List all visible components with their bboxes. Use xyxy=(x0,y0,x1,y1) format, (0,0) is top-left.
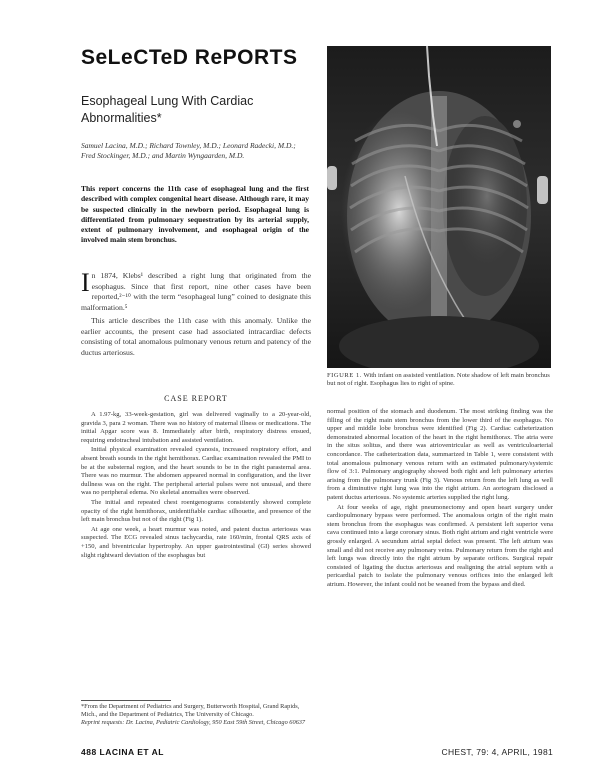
figure-caption-text: With infant on assisted ventilation. Note shadow of left main bronchus but not of right. Esophagus lies to right of spine. xyxy=(327,372,550,388)
footnote-affiliation: *From the Department of Pediatrics and Surgery, Butterworth Hospital, Grand Rapids, Mich., and the Department of Pediatrics, The University of Chicago. xyxy=(81,703,300,718)
case-paragraph: normal position of the stomach and duodenum. The most striking finding was the filling of the right main stem bronchus from the lower third of the esophagus. No upper and middle lobe bronchus were identified (Fig 2). Cardiac catheterization demonstrated abnormal location of the heart in the right hemithorax. The atria were in the situs solitus, and there was atrioventricular as well as ventriculoarterial concordance. The catheterization data, summarized in Table 1, were consistent with total anomalous pulmonary venous return with an estimated pulmonary/systemic flow of 3:1. Pulmonary angiography showed both right and left pulmonary arteries arising from the pulmonary trunk (Fig 3). Venous return from the left lung as well from a diminutive right lung was into the right atrium. An aortogram disclosed a patent ductus arteriosus. No systemic arteries supplied the right lung. xyxy=(327,408,553,501)
footnote-divider xyxy=(81,700,171,701)
case-report-heading: CASE REPORT xyxy=(164,394,228,403)
chest-xray-figure xyxy=(327,46,551,368)
case-paragraph: At four weeks of age, right pneumonectomy and open heart surgery under cardiopulmonary bypass were performed. The anomalous origin of the right main stem bronchus from the esophagus was confirmed. A persistent left superior vena cava continued into a large coronary sinus. Both right atrium and right ventricle were grossly enlarged. A secundum atrial septal defect was present. The left atrium was small and did not receive any pulmonary veins. Pulmonary return from the right and left lungs was directly into the right atrium by separate orifices. Surgical repair consisted of ligating the ductus arteriosus and realigning the atrial septum with a pericardial patch to isolate the pulmonary venous orifices into the enlarged left atrium. However, the infant could not be weaned from the bypass and died. xyxy=(327,503,553,588)
article-title: Esophageal Lung With Cardiac Abnormalities* xyxy=(81,94,254,125)
abstract: This report concerns the 11th case of esophageal lung and the first described with complex congenital heart disease. Although rare, it may be suspected clinically in the newborn period. Esophageal lung is differentiated from pulmonary sequestration by its arterial supply, extent of pulmonary involvement, and esophageal origin of the involved main stem bronchus. xyxy=(81,184,309,245)
intro-paragraph-2: This article describes the 11th case with this anomaly. Unlike the earlier accounts, the present case had associated intracardiac defects consisting of total anomalous pulmonary venous return and patency of the ductus arteriosus. xyxy=(81,315,311,357)
figure-caption xyxy=(327,372,551,389)
author-list: Samuel Lacina, M.D.; Richard Townley, M.D.; Leonard Radecki, M.D.; Fred Stockinger, M.D.; and Martin Wyngaarden, M.D. xyxy=(81,141,296,160)
case-paragraph: The initial and repeated chest roentgenograms consistently showed complete opacity of the right hemithorax, unidentifiable cardiac silhouette, and presence of the left main bronchus but not of the right (Fig 1). xyxy=(81,498,311,524)
case-paragraph: A 1.97-kg, 33-week-gestation, girl was delivered vaginally to a 20-year-old, gravida 3, para 2 woman. There was no history of maternal illness or medications. The initial Apgar score was 8. Immediately after birth, respiratory distress ensued, requiring endotracheal intubation and assisted ventilation. xyxy=(81,411,311,444)
case-paragraph: At age one week, a heart murmur was noted, and patent ductus arteriosus was suspected. The ECG revealed sinus tachycardia, rate 160/min, frontal QRS axis of +150, and biventricular hypertrophy. An upper gastrointestinal (GI) series showed slight rightward deviation of the esophagus but xyxy=(81,525,311,559)
case-paragraph: Initial physical examination revealed cyanosis, increased respiratory effort, and absent breath sounds in the right hemithorax. Cardiac examination revealed the PMI to be at the substernal region, and the heart sounds to be in the right parasternal area. There was no murmur. The abdomen appeared normal in configuration, and the liver dullness was on the right. The peripheral arterial pulses were not unusual, and there was no peripheral edema. No skeletal anomalies were observed. xyxy=(81,446,311,497)
case-report-left-column xyxy=(81,411,311,561)
introduction xyxy=(81,268,311,361)
page-footer-left: 488 LACINA ET AL xyxy=(81,747,164,757)
page-footer-right: CHEST, 79: 4, APRIL, 1981 xyxy=(441,747,553,757)
section-header: SeLeCTeD RePORTS xyxy=(81,46,298,69)
footnote-reprint: Reprint requests: Dr. Lacina, Pediatric Cardiology, 950 East 59th Street, Chicago 60637 xyxy=(81,719,306,726)
footnote xyxy=(81,703,311,727)
xray-image xyxy=(327,46,551,368)
intro-paragraph-1 xyxy=(81,268,311,314)
intro-paragraph-1-text: n 1874, Klebs¹ described a right lung that originated from the esophagus. Since that first report, nine other cases have been reported,²⁻¹⁰ with the term “esophageal lung” coined to designate this malformation.⁵ xyxy=(81,271,311,313)
case-report-right-column xyxy=(327,408,553,590)
figure-label: FIGURE 1. xyxy=(327,372,362,379)
dropcap: I xyxy=(81,268,90,297)
